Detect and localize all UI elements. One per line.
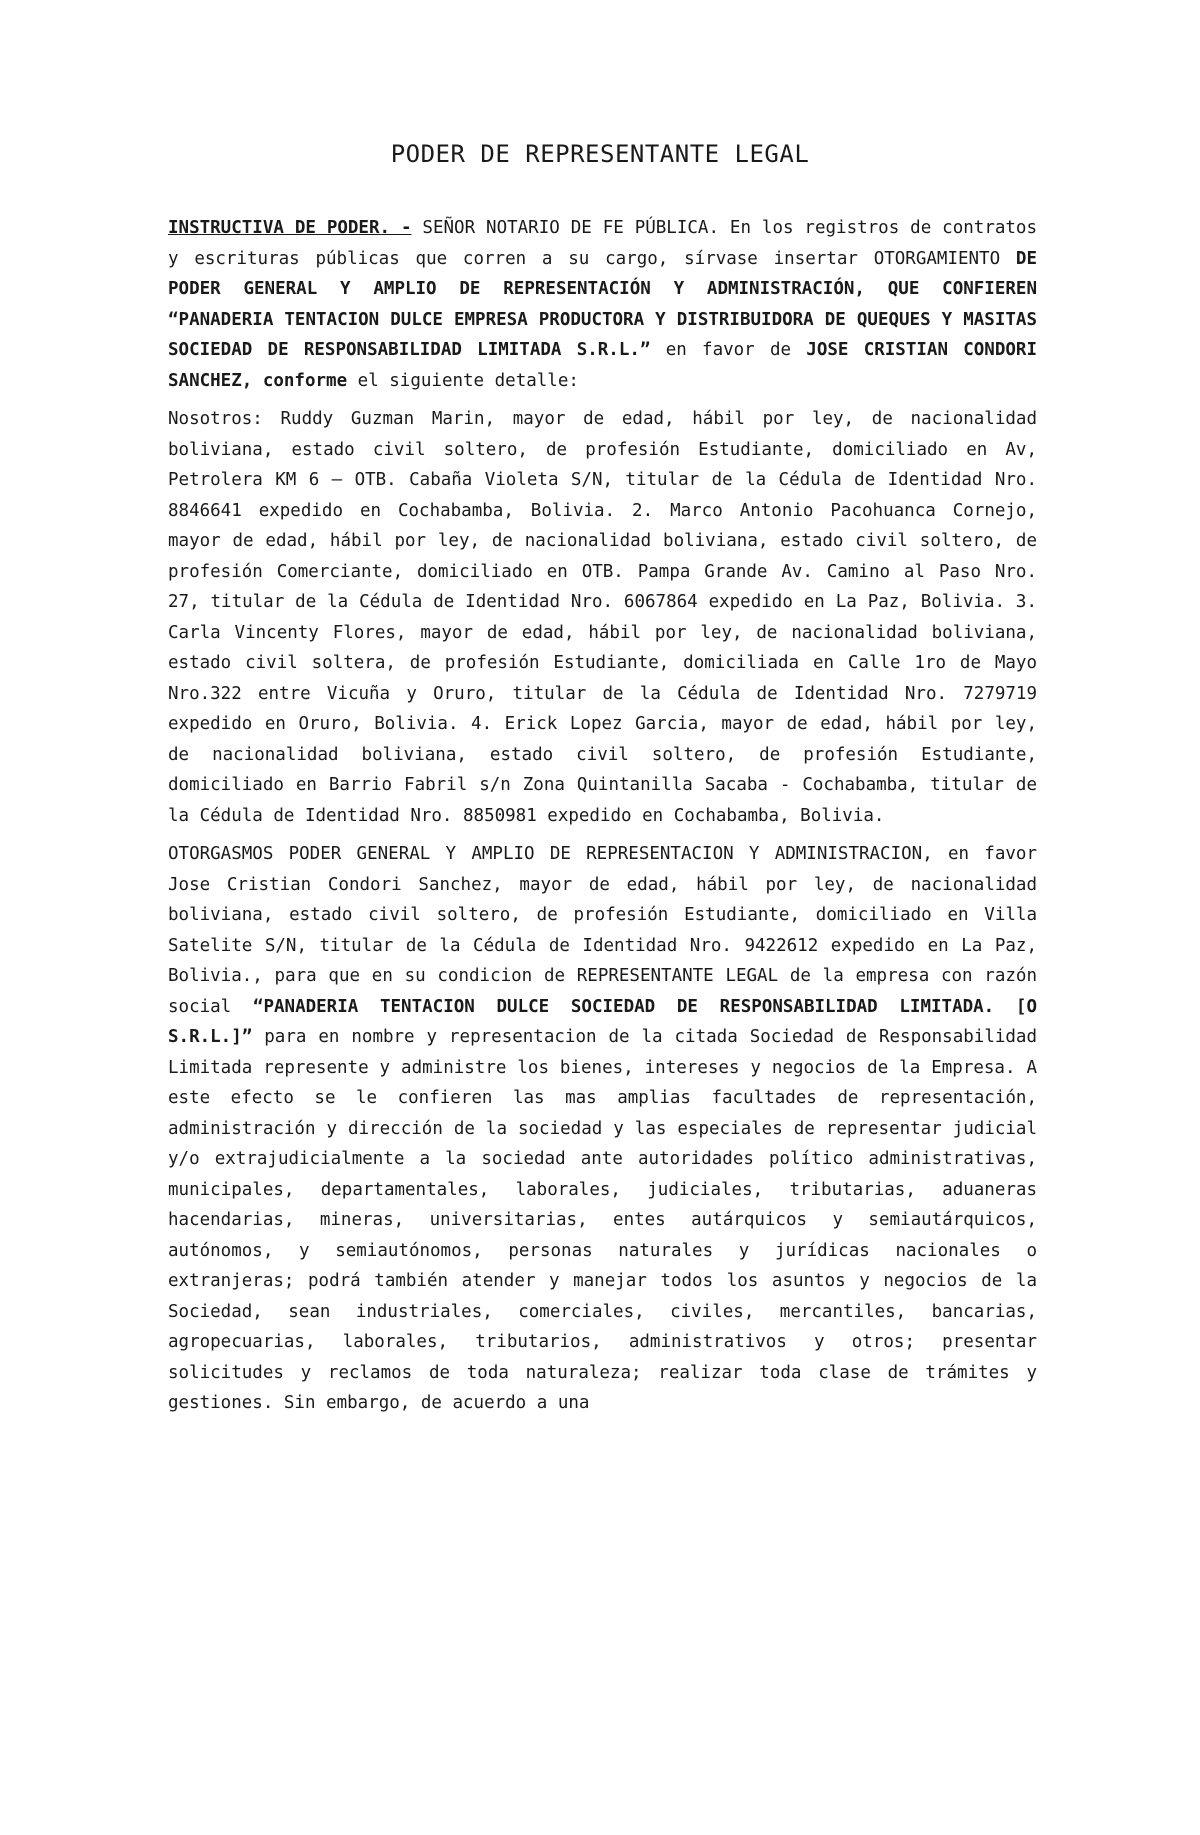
intro-bold-1: DE PODER GENERAL Y AMPLIO DE REPRESENTACIÓN Y ADMINISTRACIÓN, QUE CONFIEREN “PANADERIA TENTACION DULCE EMPRESA PRODUCTORA Y DISTRIBUIDORA DE QUEQUES Y MASITAS SOCIEDAD DE RESPONSABILIDAD LIMITADA S.R.L.” [168, 248, 1037, 360]
grant-text-2: para en nombre y representacion de la citada Sociedad de Responsabilidad Limitada represente y administre los bienes, intereses y negocios de la Empresa. A este efecto se le confieren las mas amplias facultades de representación, administración y dirección de la sociedad y las especiales de representar judicial y/o extrajudicialmente a la sociedad ante autoridades político administrativas, municipales, departamentales, laborales, judiciales, tributarias, aduaneras hacendarias, mineras, universitarias, entes autárquicos y semiautárquicos, autónomos, y semiautónomos, personas naturales y jurídicas nacionales o extranjeras; podrá también atender y manejar todos los asuntos y negocios de la Sociedad, sean industriales, comerciales, civiles, mercantiles, bancarias, agropecuarias, laborales, tributarios, administrativos y otros; presentar solicitudes y reclamos de toda naturaleza; realizar toda clase de trámites y gestiones. Sin embargo, de acuerdo a una [168, 1027, 1037, 1413]
intro-bold-2: JOSE CRISTIAN CONDORI SANCHEZ, conforme [168, 340, 1037, 391]
intro-text-2: en favor de [650, 340, 807, 360]
grant-paragraph [168, 839, 1037, 1419]
grant-company-name: “PANADERIA TENTACION DULCE SOCIEDAD DE RESPONSABILIDAD LIMITADA. [O S.R.L.]” [168, 996, 1037, 1047]
intro-paragraph [168, 213, 1037, 396]
document-title: PODER DE REPRESENTANTE LEGAL [390, 140, 810, 168]
grantors-paragraph: Nosotros: Ruddy Guzman Marin, mayor de edad, hábil por ley, de nacionalidad boliviana, estado civil soltero, de profesión Estudiante, domiciliado en Av, Petrolera KM 6 – OTB. Cabaña Violeta S/N, titular de la Cédula de Identidad Nro. 8846641 expedido en Cochabamba, Bolivia. 2. Marco Antonio Pacohuanca Cornejo, mayor de edad, hábil por ley, de nacionalidad boliviana, estado civil soltero, de profesión Comerciante, domiciliado en OTB. Pampa Grande Av. Camino al Paso Nro. 27, titular de la Cédula de Identidad Nro. 6067864 expedido en La Paz, Bolivia. 3. Carla Vincenty Flores, mayor de edad, hábil por ley, de nacionalidad boliviana, estado civil soltera, de profesión Estudiante, domiciliada en Calle 1ro de Mayo Nro.322 entre Vicuña y Oruro, titular de la Cédula de Identidad Nro. 7279719 expedido en Oruro, Bolivia. 4. Erick Lopez Garcia, mayor de edad, hábil por ley, de nacionalidad boliviana, estado civil soltero, de profesión Estudiante, domiciliado en Barrio Fabril s/n Zona Quintanilla Sacaba - Cochabamba, titular de la Cédula de Identidad Nro. 8850981 expedido en Cochabamba, Bolivia. [168, 409, 1037, 826]
intro-text-1: SEÑOR NOTARIO DE FE PÚBLICA. En los registros de contratos y escrituras públicas que corren a su cargo, sírvase insertar OTORGAMIENTO [168, 218, 1037, 269]
intro-text-3: el siguiente detalle: [347, 370, 579, 391]
intro-heading: INSTRUCTIVA DE PODER. - [168, 218, 412, 238]
grant-text-1: OTORGASMOS PODER GENERAL Y AMPLIO DE REPRESENTACION Y ADMINISTRACION, en favor Jose Cristian Condori Sanchez, mayor de edad, hábil por ley, de nacionalidad boliviana, estado civil soltero, de profesión Estudiante, domiciliado en Villa Satelite S/N, titular de la Cédula de Identidad Nro. 9422612 expedido en La Paz, Bolivia., para que en su condicion de REPRESENTANTE LEGAL de la empresa con razón social [168, 844, 1037, 1017]
document-body [168, 213, 1037, 1427]
